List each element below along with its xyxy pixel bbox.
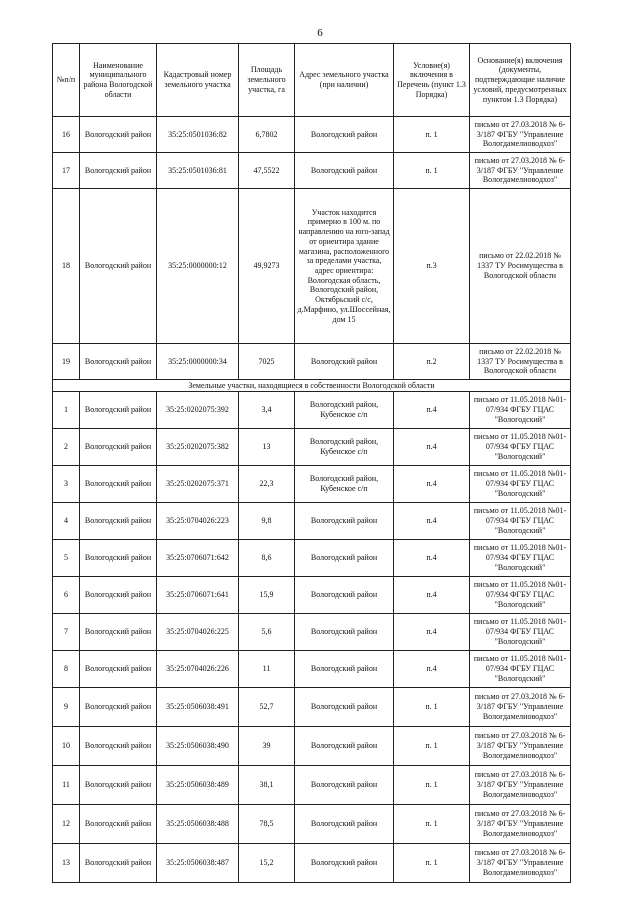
cell-address: Вологодский район: [295, 766, 394, 805]
cell-area: 39: [239, 727, 295, 766]
cell-condition: п. 1: [394, 688, 470, 727]
cell-basis: письмо от 11.05.2018 №01-07/934 ФГБУ ГЦАС "Вологодский": [470, 614, 571, 651]
table-body: [53, 117, 571, 883]
cell-district: Вологодский район: [80, 844, 157, 883]
table-row: [53, 189, 571, 344]
cell-number: 19: [53, 344, 80, 380]
cell-area: 52,7: [239, 688, 295, 727]
cell-number: 4: [53, 503, 80, 540]
cell-cadastral: 35:25:0506038:491: [157, 688, 239, 727]
page-number: 6: [317, 27, 323, 39]
table-header: [53, 44, 571, 117]
cell-area: 15,9: [239, 577, 295, 614]
cell-condition: п.4: [394, 392, 470, 429]
cell-number: 3: [53, 466, 80, 503]
col-header-cadastral: Кадастровый номер земельного участка: [157, 44, 239, 117]
cell-condition: п.4: [394, 429, 470, 466]
cell-district: Вологодский район: [80, 727, 157, 766]
cell-cadastral: 35:25:0202075:392: [157, 392, 239, 429]
cell-cadastral: 35:25:0506038:490: [157, 727, 239, 766]
cell-condition: п. 1: [394, 805, 470, 844]
cell-district: Вологодский район: [80, 466, 157, 503]
cell-address: Вологодский район: [295, 153, 394, 189]
cell-basis: письмо от 27.03.2018 № 6-3/187 ФГБУ "Управление Вологдамелиоводхоз": [470, 117, 571, 153]
cell-cadastral: 35:25:0501036:82: [157, 117, 239, 153]
cell-number: 1: [53, 392, 80, 429]
cell-district: Вологодский район: [80, 614, 157, 651]
col-header-district: Наименование муниципального района Вологодской области: [80, 44, 157, 117]
table-row: [53, 540, 571, 577]
cell-condition: п. 1: [394, 153, 470, 189]
table-row: [53, 117, 571, 153]
cell-cadastral: 35:25:0501036:81: [157, 153, 239, 189]
cell-basis: письмо от 11.05.2018 №01-07/934 ФГБУ ГЦАС "Вологодский": [470, 503, 571, 540]
cell-basis: письмо от 11.05.2018 №01-07/934 ФГБУ ГЦАС "Вологодский": [470, 429, 571, 466]
cell-address: Вологодский район: [295, 651, 394, 688]
cell-basis: письмо от 11.05.2018 №01-07/934 ФГБУ ГЦАС "Вологодский": [470, 577, 571, 614]
cell-area: 15,2: [239, 844, 295, 883]
cell-district: Вологодский район: [80, 189, 157, 344]
cell-address: Вологодский район: [295, 117, 394, 153]
cell-address: Вологодский район: [295, 540, 394, 577]
section-title: Земельные участки, находящиеся в собственности Вологодской области: [53, 380, 571, 392]
section-row: [53, 380, 571, 392]
cell-address: Вологодский район, Кубенское с/п: [295, 392, 394, 429]
land-plots-table: [52, 43, 571, 883]
table-row: [53, 392, 571, 429]
cell-basis: письмо от 11.05.2018 №01-07/934 ФГБУ ГЦАС "Вологодский": [470, 466, 571, 503]
cell-basis: письмо от 27.03.2018 № 6-3/187 ФГБУ "Управление Вологдамелиоводхоз": [470, 727, 571, 766]
cell-basis: письмо от 11.05.2018 №01-07/934 ФГБУ ГЦАС "Вологодский": [470, 651, 571, 688]
col-header-condition: Условие(я) включения в Перечень (пункт 1.3 Порядка): [394, 44, 470, 117]
cell-condition: п.3: [394, 189, 470, 344]
table-row: [53, 651, 571, 688]
cell-area: 47,5522: [239, 153, 295, 189]
cell-number: 16: [53, 117, 80, 153]
cell-district: Вологодский район: [80, 153, 157, 189]
cell-cadastral: 35:25:0706071:641: [157, 577, 239, 614]
table-row: [53, 805, 571, 844]
cell-cadastral: 35:25:0704026:223: [157, 503, 239, 540]
table-row: [53, 688, 571, 727]
cell-area: 49,9273: [239, 189, 295, 344]
cell-cadastral: 35:25:0202075:371: [157, 466, 239, 503]
cell-district: Вологодский район: [80, 344, 157, 380]
cell-area: 7025: [239, 344, 295, 380]
col-header-number: №п/п: [53, 44, 80, 117]
cell-district: Вологодский район: [80, 117, 157, 153]
cell-district: Вологодский район: [80, 766, 157, 805]
cell-district: Вологодский район: [80, 688, 157, 727]
cell-area: 8,6: [239, 540, 295, 577]
cell-basis: письмо от 22.02.2018 № 1337 ТУ Росимущества в Вологодской области: [470, 344, 571, 380]
col-header-basis: Основание(я) включения (документы, подтверждающие наличие условий, предусмотренных пунктом 1.3 Порядка): [470, 44, 571, 117]
cell-number: 17: [53, 153, 80, 189]
cell-address: Вологодский район, Кубенское с/п: [295, 466, 394, 503]
cell-basis: письмо от 27.03.2018 № 6-3/187 ФГБУ "Управление Вологдамелиоводхоз": [470, 153, 571, 189]
cell-district: Вологодский район: [80, 540, 157, 577]
col-header-address: Адрес земельного участка (при наличии): [295, 44, 394, 117]
cell-address: Вологодский район: [295, 727, 394, 766]
cell-cadastral: 35:25:0506038:488: [157, 805, 239, 844]
cell-address: Участок находится примерно в 100 м. по направлению на юго-запад от ориентира здание магазина, расположенного за пределами участка, адрес ориентира: Вологодская область, Вологодский район, Октябрьский с/с, д.Марфино, ул.Шоссейная, дом 15: [295, 189, 394, 344]
cell-address: Вологодский район: [295, 614, 394, 651]
cell-district: Вологодский район: [80, 651, 157, 688]
cell-condition: п.4: [394, 651, 470, 688]
cell-condition: п.4: [394, 466, 470, 503]
cell-area: 11: [239, 651, 295, 688]
cell-number: 12: [53, 805, 80, 844]
cell-condition: п.2: [394, 344, 470, 380]
cell-cadastral: 35:25:0000000:12: [157, 189, 239, 344]
table-row: [53, 344, 571, 380]
cell-basis: письмо от 11.05.2018 №01-07/934 ФГБУ ГЦАС "Вологодский": [470, 540, 571, 577]
cell-district: Вологодский район: [80, 503, 157, 540]
cell-district: Вологодский район: [80, 429, 157, 466]
cell-number: 6: [53, 577, 80, 614]
table-row: [53, 844, 571, 883]
cell-basis: письмо от 22.02.2018 № 1337 ТУ Росимущества в Вологодской области: [470, 189, 571, 344]
table-row: [53, 614, 571, 651]
cell-area: 38,1: [239, 766, 295, 805]
cell-condition: п. 1: [394, 844, 470, 883]
cell-area: 22,3: [239, 466, 295, 503]
table-row: [53, 466, 571, 503]
table-row: [53, 429, 571, 466]
cell-number: 9: [53, 688, 80, 727]
cell-address: Вологодский район: [295, 805, 394, 844]
cell-number: 18: [53, 189, 80, 344]
cell-condition: п. 1: [394, 727, 470, 766]
cell-cadastral: 35:25:0506038:489: [157, 766, 239, 805]
cell-number: 8: [53, 651, 80, 688]
cell-cadastral: 35:25:0704026:225: [157, 614, 239, 651]
cell-area: 5,6: [239, 614, 295, 651]
cell-cadastral: 35:25:0706071:642: [157, 540, 239, 577]
cell-basis: письмо от 27.03.2018 № 6-3/187 ФГБУ "Управление Вологдамелиоводхоз": [470, 805, 571, 844]
cell-number: 7: [53, 614, 80, 651]
cell-address: Вологодский район: [295, 577, 394, 614]
cell-area: 9,8: [239, 503, 295, 540]
cell-number: 10: [53, 727, 80, 766]
cell-condition: п. 1: [394, 117, 470, 153]
cell-condition: п.4: [394, 540, 470, 577]
cell-area: 13: [239, 429, 295, 466]
cell-district: Вологодский район: [80, 392, 157, 429]
cell-basis: письмо от 27.03.2018 № 6-3/187 ФГБУ "Управление Вологдамелиоводхоз": [470, 766, 571, 805]
cell-district: Вологодский район: [80, 577, 157, 614]
cell-condition: п.4: [394, 614, 470, 651]
cell-condition: п.4: [394, 503, 470, 540]
cell-area: 78,5: [239, 805, 295, 844]
cell-number: 11: [53, 766, 80, 805]
cell-address: Вологодский район: [295, 344, 394, 380]
cell-address: Вологодский район: [295, 844, 394, 883]
table-row: [53, 503, 571, 540]
cell-cadastral: 35:25:0704026:226: [157, 651, 239, 688]
table-row: [53, 153, 571, 189]
cell-cadastral: 35:25:0000000:34: [157, 344, 239, 380]
cell-cadastral: 35:25:0202075:382: [157, 429, 239, 466]
header-row: [53, 44, 571, 117]
col-header-area: Площадь земельного участка, га: [239, 44, 295, 117]
table-row: [53, 766, 571, 805]
cell-address: Вологодский район: [295, 688, 394, 727]
cell-area: 6,7802: [239, 117, 295, 153]
cell-district: Вологодский район: [80, 805, 157, 844]
cell-number: 13: [53, 844, 80, 883]
cell-number: 5: [53, 540, 80, 577]
table-row: [53, 577, 571, 614]
cell-address: Вологодский район, Кубенское с/п: [295, 429, 394, 466]
cell-basis: письмо от 27.03.2018 № 6-3/187 ФГБУ "Управление Вологдамелиоводхоз": [470, 844, 571, 883]
cell-address: Вологодский район: [295, 503, 394, 540]
cell-condition: п.4: [394, 577, 470, 614]
cell-basis: письмо от 27.03.2018 № 6-3/187 ФГБУ "Управление Вологдамелиоводхоз": [470, 688, 571, 727]
cell-condition: п. 1: [394, 766, 470, 805]
cell-basis: письмо от 11.05.2018 №01-07/934 ФГБУ ГЦАС "Вологодский": [470, 392, 571, 429]
cell-area: 3,4: [239, 392, 295, 429]
table-row: [53, 727, 571, 766]
cell-cadastral: 35:25:0506038:487: [157, 844, 239, 883]
cell-number: 2: [53, 429, 80, 466]
